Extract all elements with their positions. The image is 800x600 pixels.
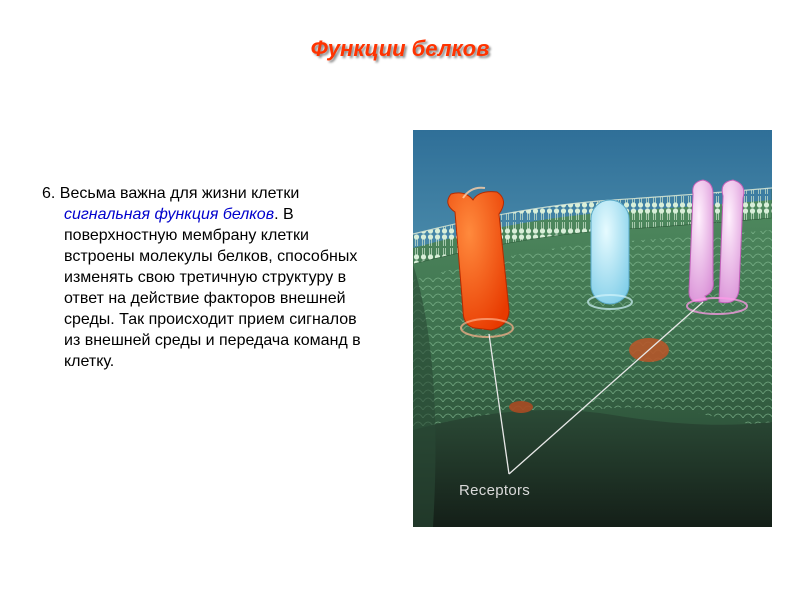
bullet-paragraph (42, 183, 374, 372)
receptors-label: Receptors (459, 482, 531, 499)
receptor-blue (588, 200, 632, 309)
slide-title: Функции белков (310, 36, 490, 61)
highlighted-term: сигнальная функция белков (64, 206, 275, 223)
text-before: Весьма важна для жизни клетки (59, 185, 300, 202)
cell-lower-region (413, 410, 772, 527)
vesicle-small (509, 401, 533, 413)
item-number: 6. (42, 185, 56, 202)
membrane-receptors-illustration (413, 130, 772, 527)
text-after: . В поверхностную мембрану клетки встроены молекулы белков, способных изменять свою третичную структуру в ответ на действие факторов внешней среды. Так происходит прием сигналов из внешней среды и передача команд в клетку. (64, 206, 361, 370)
slide-body (42, 183, 374, 372)
